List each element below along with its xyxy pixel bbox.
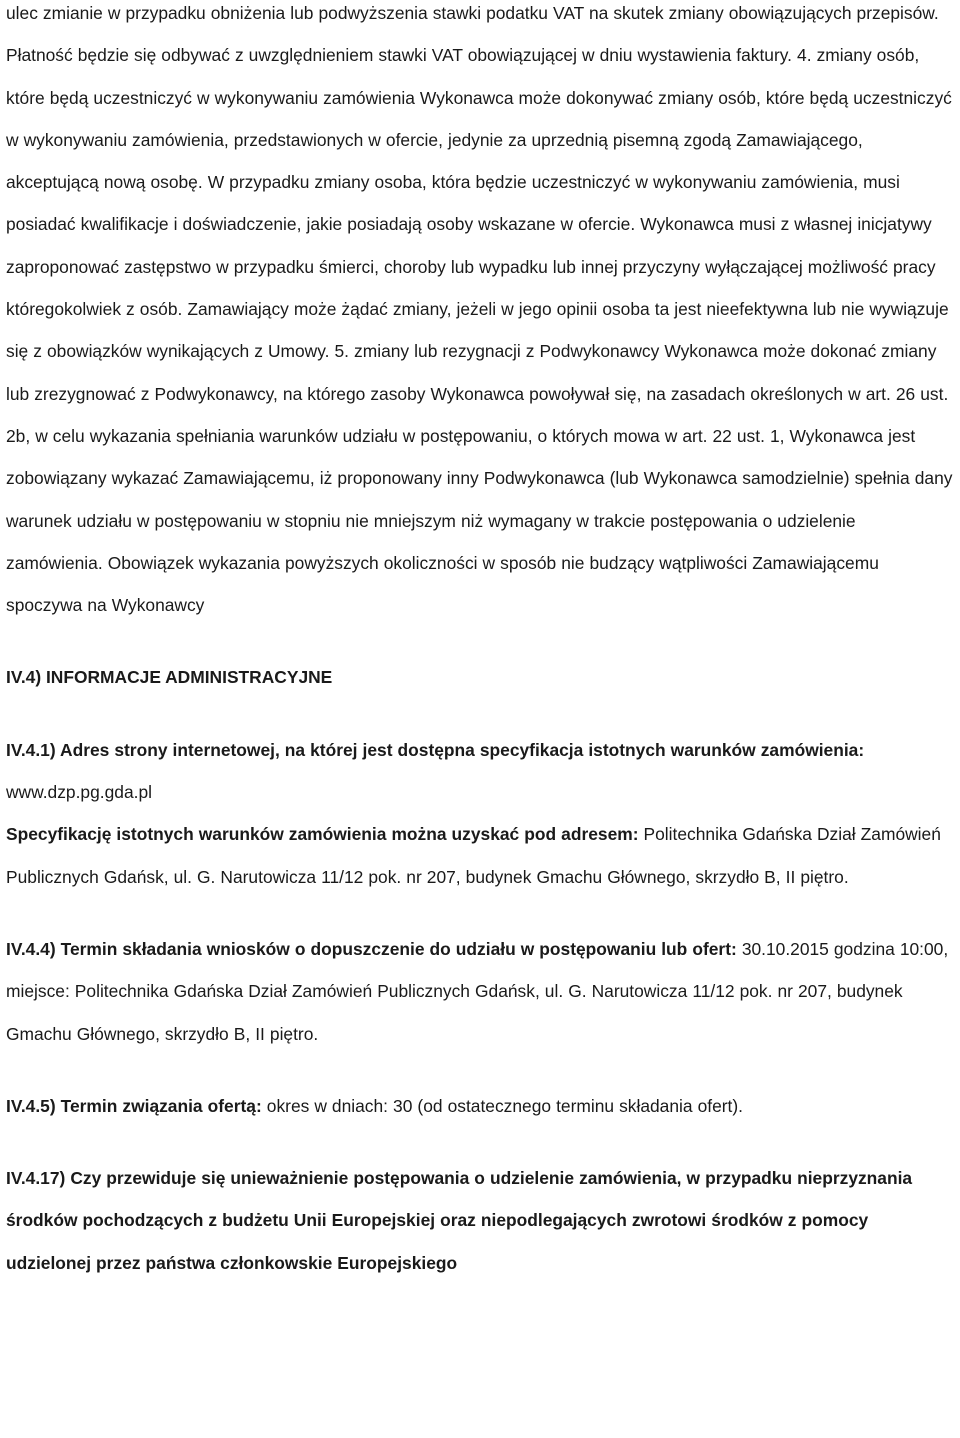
binding-period-paragraph	[6, 1085, 954, 1127]
deadline-paragraph	[6, 928, 954, 1055]
section-heading-iv4: IV.4) INFORMACJE ADMINISTRACYJNE	[6, 667, 333, 688]
section-iv45	[6, 1085, 954, 1127]
document-page	[6, 0, 954, 1284]
section-iv4	[6, 656, 954, 698]
binding-period-value: okres w dniach: 30 (od ostatecznego terminu składania ofert).	[261, 1095, 744, 1116]
annulment-question: IV.4.17) Czy przewiduje się unieważnienie postępowania o udzielenie zamówienia, w przypadku nieprzyznania środków pochodzących z budżetu Unii Europejskiej oraz niepodlegających zwrotowi środków z pomocy udzielonej przez państwa członkowskie Europejskiego	[6, 1168, 913, 1273]
deadline-label: IV.4.4) Termin składania wniosków o dopuszczenie do udziału w postępowaniu lub ofert:	[6, 938, 737, 959]
spec-address-label: Specyfikację istotnych warunków zamówienia można uzyskać pod adresem:	[6, 824, 639, 845]
website-paragraph	[6, 729, 954, 814]
website-value: www.dzp.pg.gda.pl	[6, 782, 152, 803]
binding-period-label: IV.4.5) Termin związania ofertą:	[6, 1095, 262, 1116]
deadline-value: 30.10.2015 godzina 10:00, miejsce: Politechnika Gdańska Dział Zamówień Publicznych Gdańsk, ul. G. Narutowicza 11/12 pok. nr 207, budynek Gmachu Głównego, skrzydło B, II piętro.	[6, 938, 949, 1044]
section-iv417	[6, 1157, 954, 1284]
section-iv44	[6, 928, 954, 1055]
body-paragraph: ulec zmianie w przypadku obniżenia lub podwyższenia stawki podatku VAT na skutek zmiany obowiązujących przepisów. Płatność będzie się odbywać z uwzględnieniem stawki VAT obowiązującej w dniu wystawienia faktury. 4. zmiany osób, które będą uczestniczyć w wykonywaniu zamówienia Wykonawca może dokonywać zmiany osób, które będą uczestniczyć w wykonywaniu zamówienia, przedstawionych w ofercie, jedynie za uprzednią pisemną zgodą Zamawiającego, akceptującą nową osobę. W przypadku zmiany osoba, która będzie uczestniczyć w wykonywaniu zamówienia, musi posiadać kwalifikacje i doświadczenie, jakie posiadają osoby wskazane w ofercie. Wykonawca musi z własnej inicjatywy zaproponować zastępstwo w przypadku śmierci, choroby lub wypadku lub innej przyczyny wyłączającej możliwość pracy któregokolwiek z osób. Zamawiający może żądać zmiany, jeżeli w jego opinii osoba ta jest nieefektywna lub nie wywiązuje się z obowiązków wynikających z Umowy. 5. zmiany lub rezygnacji z Podwykonawcy Wykonawca może dokonać zmiany lub zrezygnować z Podwykonawcy, na którego zasoby Wykonawca powoływał się, na zasadach określonych w art. 26 ust. 2b, w celu wykazania spełniania warunków udziału w postępowaniu, o których mowa w art. 22 ust. 1, Wykonawca jest zobowiązany wykazać Zamawiającemu, iż proponowany inny Podwykonawca (lub Wykonawca samodzielnie) spełnia dany warunek udziału w postępowaniu w stopniu nie mniejszym niż wymagany w trakcie postępowania o udzielenie zamówienia. Obowiązek wykazania powyższych okoliczności w sposób nie budzący wątpliwości Zamawiającemu spoczywa na Wykonawcy	[6, 3, 953, 616]
spec-address-paragraph	[6, 813, 954, 898]
spec-address-value: Politechnika Gdańska Dział Zamówień Publicznych Gdańsk, ul. G. Narutowicza 11/12 pok. nr 207, budynek Gmachu Głównego, skrzydło B, II piętro.	[6, 824, 941, 887]
section-iv41	[6, 729, 954, 898]
website-label: IV.4.1) Adres strony internetowej, na której jest dostępna specyfikacja istotnych warunków zamówienia:	[6, 739, 865, 760]
